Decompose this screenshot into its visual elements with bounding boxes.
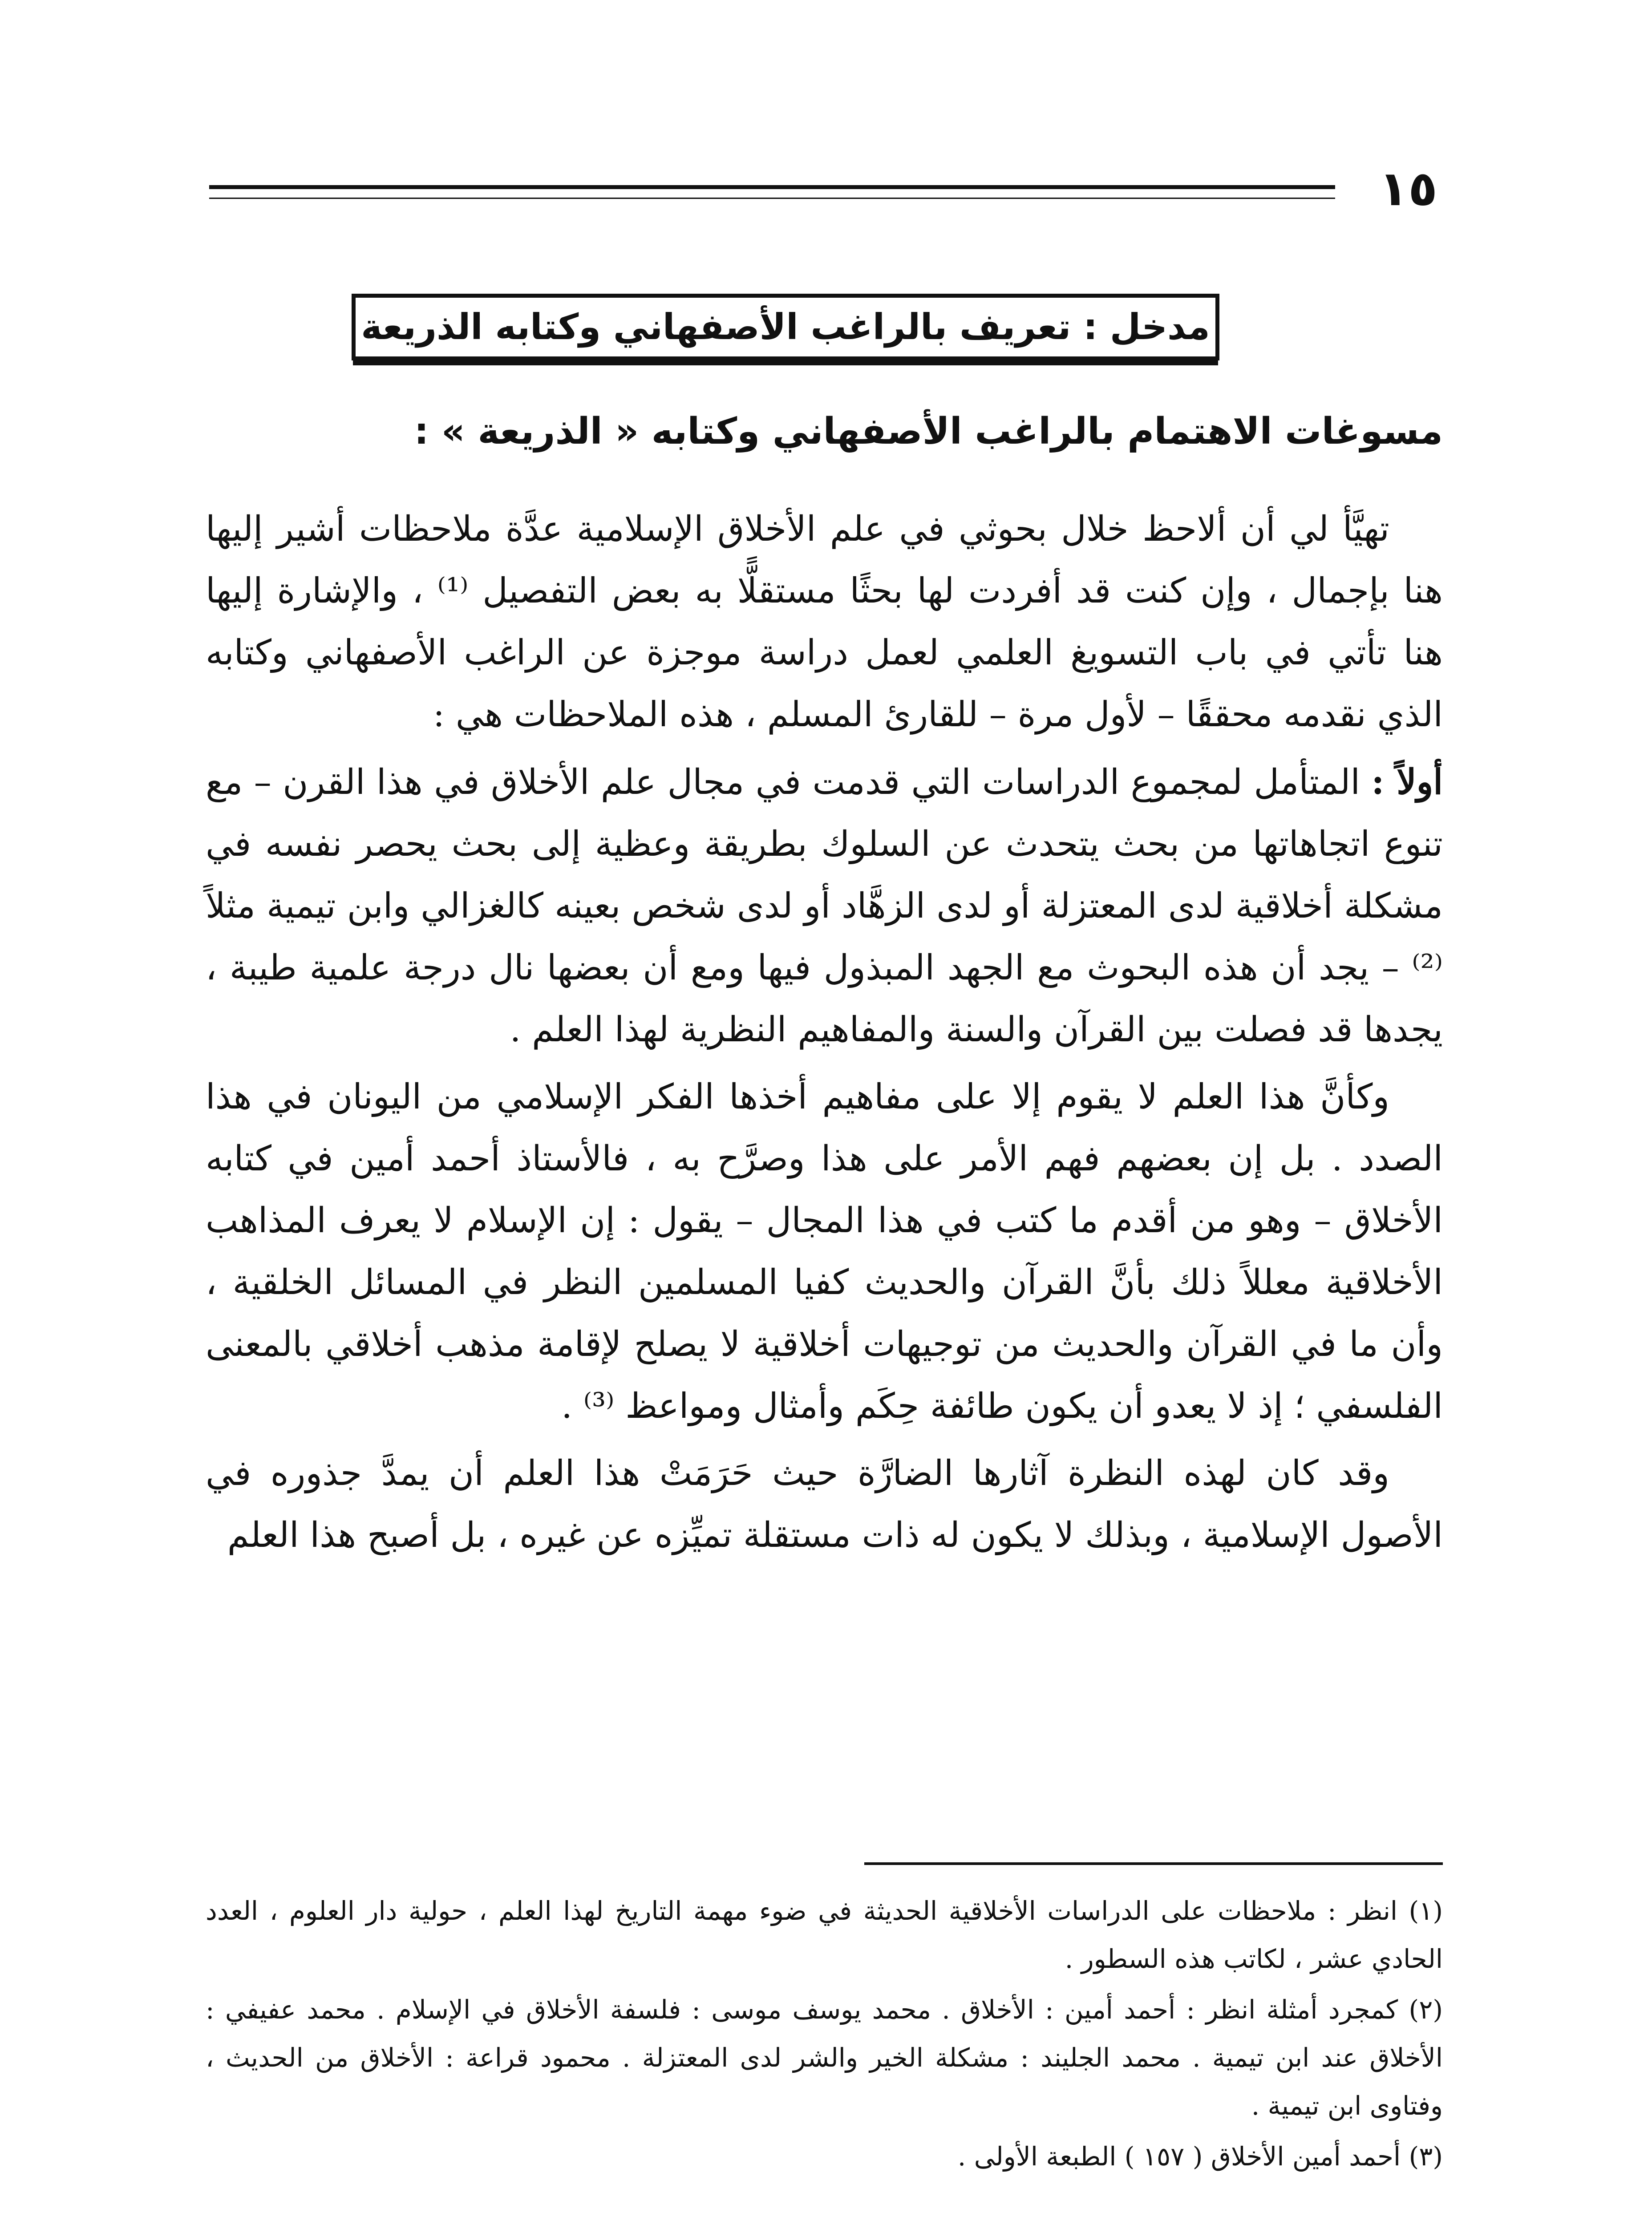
paragraph (206, 751, 1443, 1061)
paragraph-text: وكأنَّ هذا العلم لا يقوم إلا على مفاهيم أخذها الفكر الإسلامي من اليونان في هذا الصدد . بل إن بعضهم فهم الأمر على هذا وصرَّح به ، فالأستاذ أحمد أمين في كتابه الأخلاق – وهو من أقدم ما كتب في هذا المجال – يقول : إن الإسلام لا يعرف المذاهب الأخلاقية معللاً ذلك بأنَّ القرآن والحديث كفيا المسلمين النظر في المسائل الخلقية ، وأن ما في القرآن والحديث من توجيهات أخلاقية لا يصلح لإقامة مذهب أخلاقي بالمعنى الفلسفي ؛ إذ لا يعدو أن يكون طائفة حِكَم وأمثال ومواعظ ⁽³⁾ . (206, 1077, 1443, 1426)
paragraph-text: وقد كان لهذه النظرة آثارها الضارَّة حيث حَرَمَتْ هذا العلم أن يمدَّ جذوره في الأصول الإسلامية ، وبذلك لا يكون له ذات مستقلة تميِّزه عن غيره ، بل أصبح هذا العلم (206, 1453, 1443, 1555)
header-rule-thin (209, 198, 1335, 199)
section-title: مدخل : تعريف بالراغب الأصفهاني وكتابه الذريعة (361, 306, 1210, 348)
subheading: مسوغات الاهتمام بالراغب الأصفهاني وكتابه « الذريعة » : (414, 410, 1443, 453)
footnote-separator (864, 1862, 1443, 1865)
header-rule (209, 185, 1335, 189)
footnote: (٣) أحمد أمين الأخلاق ( ١٥٧ ) الطبعة الأولى . (957, 2141, 1443, 2172)
paragraph-text: تهيَّأ لي أن ألاحظ خلال بحوثي في علم الأخلاق الإسلامية عدَّة ملاحظات أشير إليها هنا بإجمال ، وإن كنت قد أفردت لها بحثًا مستقلًّا به بعض التفصيل ⁽¹⁾ ، والإشارة إليها هنا تأتي في باب التسويغ العلمي لعمل دراسة موجزة عن الراغب الأصفهاني وكتابه الذي نقدمه محققًا – لأول مرة – للقارئ المسلم ، هذه الملاحظات هي : (206, 509, 1443, 735)
page-number: ١٥ (1379, 161, 1437, 217)
paragraph (206, 1066, 1443, 1437)
section-title-box (352, 294, 1219, 360)
body-text (206, 498, 1443, 1572)
paragraph-text: المتأمل لمجموع الدراسات التي قدمت في مجال علم الأخلاق في هذا القرن – مع تنوع اتجاهاتها من بحث يتحدث عن السلوك بطريقة وعظية إلى بحث يحصر نفسه في مشكلة أخلاقية لدى المعتزلة أو لدى الزهَّاد أو لدى شخص بعينه كالغزالي وابن تيمية مثلاً ⁽²⁾ – يجد أن هذه البحوث مع الجهد المبذول فيها ومع أن بعضها نال درجة علمية طيبة ، يجدها قد فصلت بين القرآن والسنة والمفاهيم النظرية لهذا العلم . (206, 762, 1443, 1050)
paragraph (206, 498, 1443, 746)
footnote: (٢) كمجرد أمثلة انظر : أحمد أمين : الأخلاق . محمد يوسف موسى : فلسفة الأخلاق في الإسلام . محمد عفيفي : الأخلاق عند ابن تيمية . محمد الجليند : مشكلة الخير والشر لدى المعتزلة . محمود قراعة : الأخلاق من الحديث ، وفتاوى ابن تيمية . (206, 1994, 1443, 2121)
page-header (209, 160, 1437, 218)
paragraph-lead: أولاً : (1371, 762, 1443, 802)
footnotes (206, 1887, 1443, 2183)
paragraph (206, 1443, 1443, 1566)
footnote: (١) انظر : ملاحظات على الدراسات الأخلاقية الحديثة في ضوء مهمة التاريخ لهذا العلم ، حولية دار العلوم ، العدد الحادي عشر ، لكاتب هذه السطور . (206, 1896, 1443, 1974)
